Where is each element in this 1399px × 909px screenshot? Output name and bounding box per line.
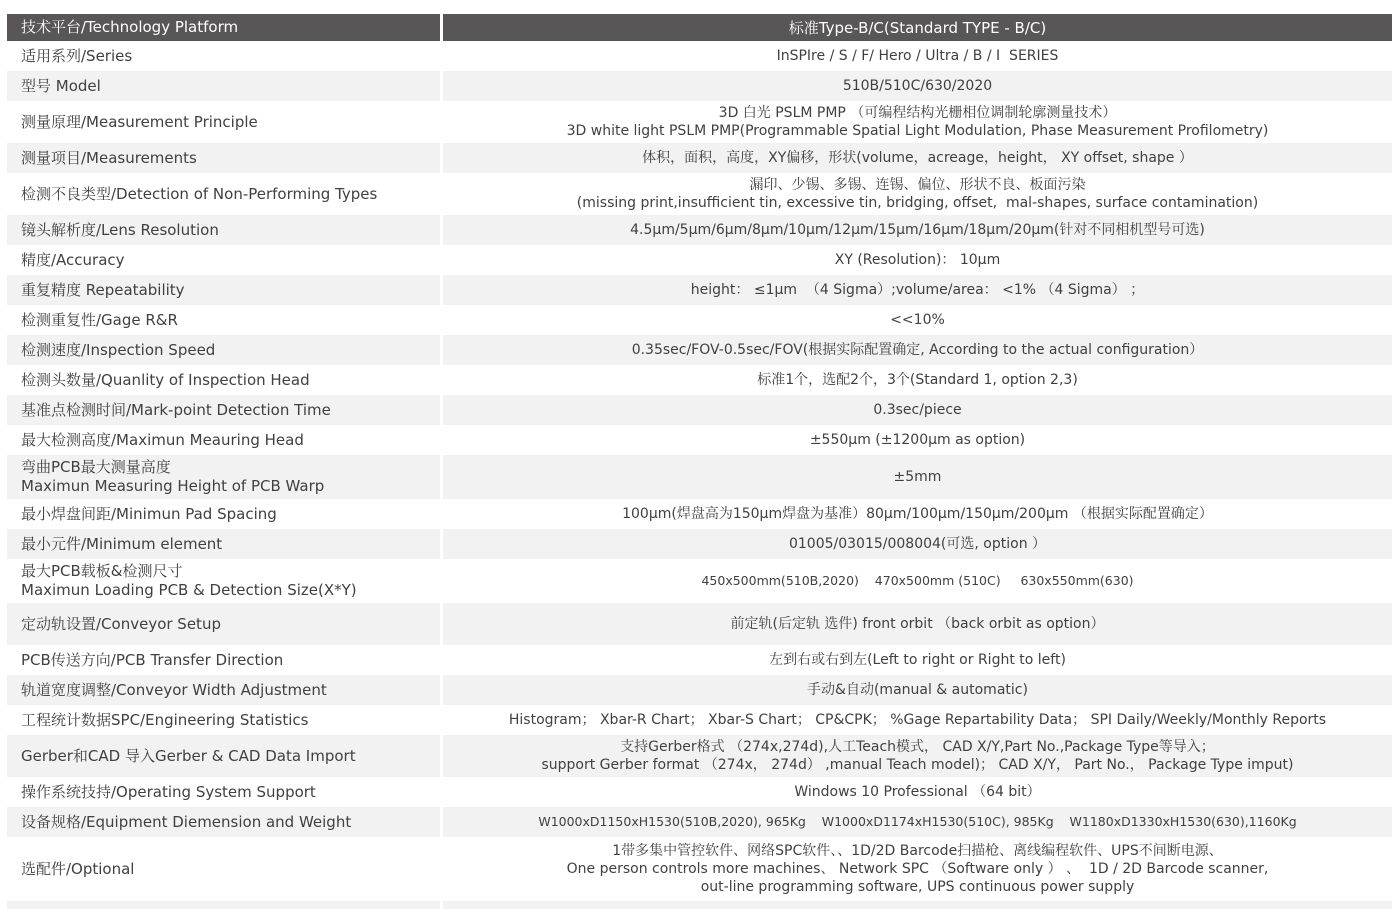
spec-row [7, 71, 1392, 101]
spec-label-line: 型号 Model [21, 76, 101, 95]
spec-label-line: 基准点检测时间/Mark-point Detection Time [21, 400, 331, 419]
spec-value-line: W1000xD1150xH1530(510B,2020), 965Kg W1000xD1174xH1530(510C), 985Kg W1180xD1330xH1530(630),1160Kg [538, 814, 1297, 829]
spec-value-line: 0.3sec/piece [873, 402, 962, 418]
spec-row [7, 275, 1392, 305]
spec-value-cell [443, 215, 1392, 245]
spec-value-line: ±5mm [893, 469, 942, 485]
spec-value-cell [443, 559, 1392, 603]
spec-row [7, 245, 1392, 275]
header-right-label: 标准Type-B/C(Standard TYPE - B/C) [788, 18, 1047, 37]
spec-label-cell [7, 335, 440, 365]
spec-label-cell [7, 603, 440, 645]
spec-label-line: 测量项目/Measurements [21, 148, 197, 167]
spec-label-cell [7, 645, 440, 675]
spec-label-cell [7, 215, 440, 245]
spec-row [7, 101, 1392, 143]
spec-label-line: 重复精度 Repeatability [21, 280, 185, 299]
spec-label-cell [7, 425, 440, 455]
spec-value-cell [443, 837, 1392, 901]
spec-label-line: 检测速度/Inspection Speed [21, 340, 216, 359]
spec-row [7, 777, 1392, 807]
spec-row [7, 455, 1392, 499]
spec-row [7, 41, 1392, 71]
spec-value-cell [443, 245, 1392, 275]
spec-row [7, 705, 1392, 735]
spec-value-cell [443, 275, 1392, 305]
spec-value-line: Windows 10 Professional （64 bit） [794, 784, 1041, 800]
spec-table-body [7, 41, 1392, 909]
spec-value-line: 3D white light PSLM PMP(Programmable Spatial Light Modulation, Phase Measurement Profilometry) [566, 123, 1269, 139]
spec-value-cell [443, 675, 1392, 705]
spec-label-line: 镜头解析度/Lens Resolution [21, 220, 219, 239]
spec-label-cell [7, 529, 440, 559]
header-left-label: 技术平台/Technology Platform [21, 18, 239, 36]
spec-row [7, 837, 1392, 901]
spec-value-line: 漏印、少锡、多锡、连锡、偏位、形状不良、板面污染 [749, 177, 1086, 193]
spec-label-line: Maximun Loading PCB & Detection Size(X*Y) [21, 581, 357, 599]
spec-label-cell [7, 807, 440, 837]
spec-value-cell [443, 335, 1392, 365]
spec-label-cell [7, 559, 440, 603]
spec-label-line: 选配件/Optional [21, 859, 135, 878]
spec-value-line: 100μm(焊盘高为150μm焊盘为基准）80μm/100μm/150μm/200μm （根据实际配置确定） [622, 506, 1213, 522]
spec-table-header [7, 14, 1392, 41]
spec-value-cell [443, 807, 1392, 837]
spec-label-cell [7, 675, 440, 705]
spec-row [7, 559, 1392, 603]
spec-label-cell [7, 173, 440, 215]
spec-label-line: 弯曲PCB最大测量高度 [21, 458, 171, 476]
spec-row [7, 395, 1392, 425]
spec-value-cell [443, 901, 1392, 909]
spec-row [7, 335, 1392, 365]
spec-row [7, 215, 1392, 245]
spec-label-line: 检测不良类型/Detection of Non-Performing Types [21, 184, 378, 203]
spec-label-line: 设备规格/Equipment Diemension and Weight [21, 812, 352, 831]
spec-value-line: ±550μm (±1200μm as option) [809, 432, 1026, 448]
spec-label-cell [7, 901, 440, 909]
spec-value-line: XY (Resolution)： 10μm [834, 252, 1001, 268]
spec-value-cell [443, 173, 1392, 215]
spec-label-line: 定动轨设置/Conveyor Setup [21, 614, 221, 633]
spec-label-cell [7, 777, 440, 807]
spec-label-cell [7, 395, 440, 425]
spec-value-line: 标准1个，选配2个，3个(Standard 1, option 2,3) [757, 372, 1078, 388]
spec-label-cell [7, 837, 440, 901]
spec-value-line: height： ≤1μm （4 Sigma）;volume/area： <1% （4 Sigma） ； [690, 282, 1145, 298]
spec-label-line: Gerber和CAD 导入Gerber & CAD Data Import [21, 746, 356, 765]
spec-value-line: 0.35sec/FOV-0.5sec/FOV(根据实际配置确定, According to the actual configuration） [631, 342, 1204, 358]
spec-label-line: 轨道宽度调整/Conveyor Width Adjustment [21, 680, 327, 699]
spec-label-line: 最大PCB载板&检测尺寸 [21, 562, 183, 580]
spec-value-line: 510B/510C/630/2020 [842, 78, 993, 94]
spec-value-cell [443, 365, 1392, 395]
spec-row [7, 675, 1392, 705]
spec-value-line: 450x500mm(510B,2020) 470x500mm (510C) 630x550mm(630) [701, 573, 1134, 588]
spec-label-cell [7, 101, 440, 143]
spec-label-line: 适用系列/Series [21, 46, 133, 65]
spec-label-cell [7, 499, 440, 529]
spec-value-line: 左到右或右到左(Left to right or Right to left) [769, 652, 1066, 668]
spec-row [7, 173, 1392, 215]
spec-label-line: 最小焊盘间距/Minimun Pad Spacing [21, 504, 277, 523]
spec-row [7, 365, 1392, 395]
spec-value-line: 3D 白光 PSLM PMP （可编程结构光栅相位调制轮廓测量技术） [718, 105, 1117, 121]
spec-row [7, 807, 1392, 837]
spec-label-cell [7, 41, 440, 71]
spec-value-cell [443, 425, 1392, 455]
spec-label-line: 最小元件/Minimum element [21, 534, 223, 553]
spec-label-line: PCB传送方向/PCB Transfer Direction [21, 650, 284, 669]
spec-row [7, 305, 1392, 335]
spec-value-cell [443, 529, 1392, 559]
spec-label-line: 精度/Accuracy [21, 250, 125, 269]
spec-value-cell [443, 645, 1392, 675]
spec-value-line: 01005/03015/008004(可选, option ） [788, 536, 1047, 552]
spec-label-cell [7, 705, 440, 735]
spec-label-line: 检测头数量/Quanlity of Inspection Head [21, 370, 310, 389]
spec-value-line: <<10% [890, 312, 945, 328]
spec-label-line: Maximun Measuring Height of PCB Warp [21, 477, 325, 495]
spec-value-line: Histogram； Xbar-R Chart； Xbar-S Chart； CP&CPK； %Gage Repartability Data； SPI Daily/Weekly/Monthly Reports [508, 712, 1327, 728]
spec-label-line: 工程统计数据SPC/Engineering Statistics [21, 710, 309, 729]
spec-value-line: InSPIre / S / F/ Hero / Ultra / B / I SERIES [776, 48, 1059, 64]
spec-value-cell [443, 395, 1392, 425]
header-right-cell [443, 14, 1392, 41]
spec-label-line: 测量原理/Measurement Principle [21, 112, 258, 131]
header-left-cell [7, 14, 440, 41]
spec-value-cell [443, 143, 1392, 173]
spec-value-cell [443, 41, 1392, 71]
spec-value-line: One person controls more machines、 Network SPC （Software only ） 、 1D / 2D Barcode scanner, [566, 861, 1269, 877]
spec-row [7, 901, 1392, 909]
spec-label-cell [7, 455, 440, 499]
spec-value-line: 体积，面积，高度，XY偏移，形状(volume，acreage，height， XY offset, shape ） [642, 150, 1193, 166]
spec-value-cell [443, 777, 1392, 807]
spec-value-cell [443, 71, 1392, 101]
spec-value-cell [443, 603, 1392, 645]
spec-value-cell [443, 455, 1392, 499]
spec-value-line: 支持Gerber格式 （274x,274d),人工Teach模式， CAD X/Y,Part No.,Package Type等导入； [620, 739, 1215, 755]
spec-label-cell [7, 245, 440, 275]
spec-row [7, 143, 1392, 173]
spec-row [7, 529, 1392, 559]
spec-table [7, 14, 1392, 909]
spec-value-cell [443, 705, 1392, 735]
spec-value-line: 1带多集中管控软件、网络SPC软件、、1D/2D Barcode扫描枪、离线编程软件、UPS不间断电源、 [612, 843, 1223, 859]
spec-value-cell [443, 735, 1392, 777]
spec-value-cell [443, 101, 1392, 143]
spec-label-cell [7, 275, 440, 305]
spec-row [7, 499, 1392, 529]
spec-label-line: 最大检测高度/Maximun Meauring Head [21, 430, 304, 449]
spec-row [7, 603, 1392, 645]
spec-value-line: 4.5μm/5μm/6μm/8μm/10μm/12μm/15μm/16μm/18μm/20μm(针对不同相机型号可选) [630, 222, 1205, 238]
spec-value-line: out-line programming software, UPS continuous power supply [700, 879, 1135, 895]
spec-label-cell [7, 365, 440, 395]
spec-row [7, 645, 1392, 675]
spec-label-line: 检测重复性/Gage R&R [21, 310, 178, 329]
spec-value-line: support Gerber format （274x， 274d） ,manual Teach model)； CAD X/Y， Part No.， Package Type imput) [541, 757, 1294, 773]
spec-label-cell [7, 71, 440, 101]
spec-row [7, 425, 1392, 455]
spec-label-cell [7, 143, 440, 173]
spec-value-line: (missing print,insufficient tin, excessive tin, bridging, offset, mal-shapes, surface contamination) [576, 195, 1259, 211]
spec-value-cell [443, 305, 1392, 335]
spec-label-cell [7, 735, 440, 777]
spec-value-line: 前定轨(后定轨 选件) front orbit （back orbit as option） [730, 616, 1105, 632]
spec-label-cell [7, 305, 440, 335]
spec-value-line: 手动&自动(manual & automatic) [807, 682, 1028, 698]
spec-label-line: 操作系统技持/Operating System Support [21, 782, 316, 801]
spec-row [7, 735, 1392, 777]
spec-value-cell [443, 499, 1392, 529]
